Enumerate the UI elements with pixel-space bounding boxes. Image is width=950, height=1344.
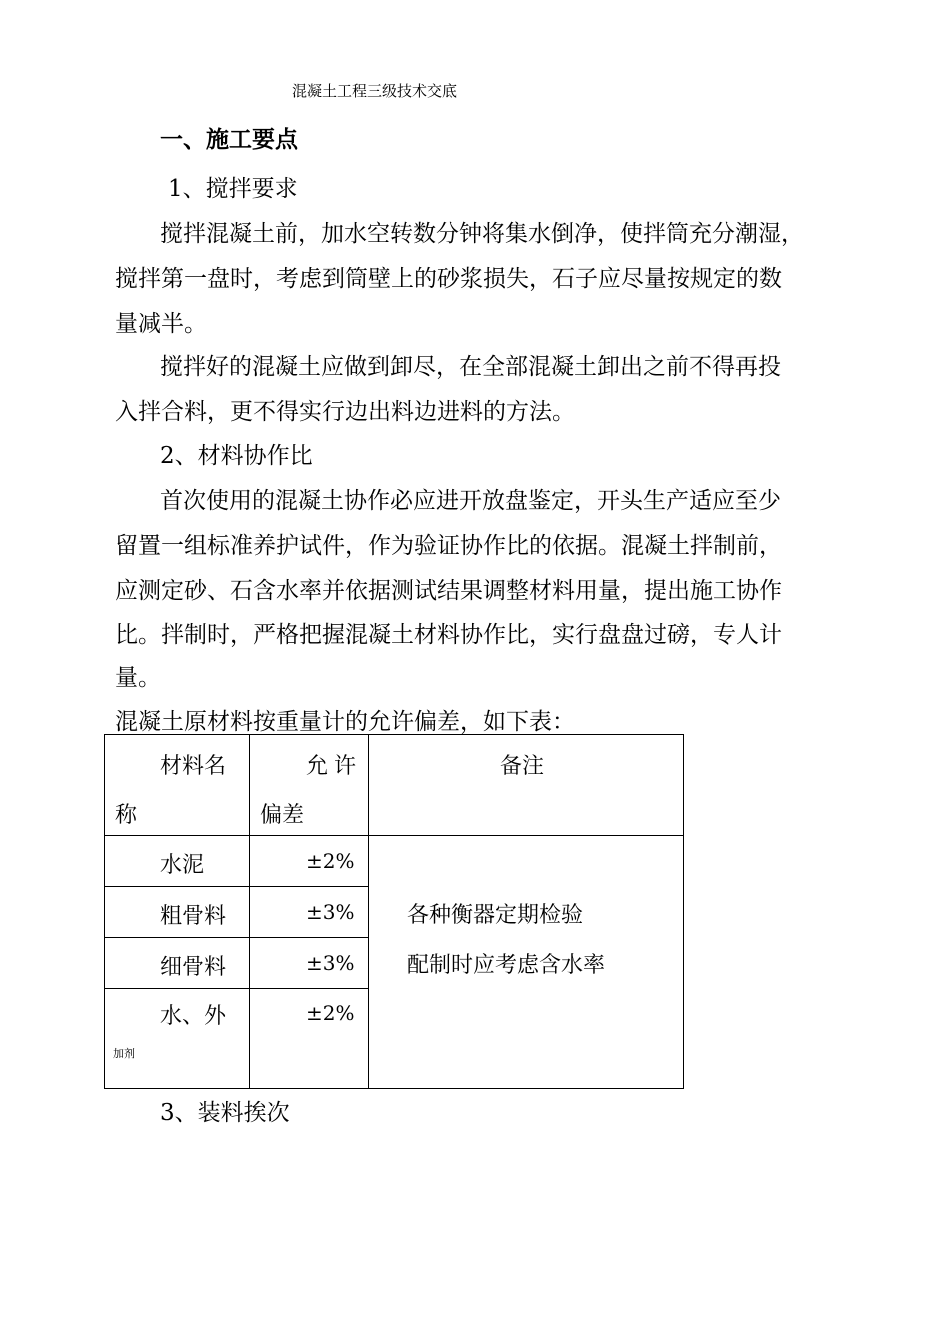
- material-cell: [105, 836, 250, 887]
- material-cell: [105, 989, 250, 1089]
- material-name-small: 加剂: [113, 1047, 135, 1060]
- header-remark: [369, 735, 684, 836]
- deviation-cell: [250, 938, 369, 989]
- paragraph-line: 量。: [115, 665, 161, 691]
- deviation-cell: [250, 836, 369, 887]
- paragraph-line: 搅拌混凝土前，加水空转数分钟将集水倒净，使拌筒充分潮湿，: [160, 221, 804, 247]
- header-deviation-line1: 允许: [306, 754, 363, 779]
- header-deviation-line2: 偏差: [260, 803, 305, 828]
- paragraph-line: 留置一组标准养护试件，作为验证协作比的依据。混凝土拌制前，: [115, 533, 782, 559]
- header-remark-text: 备注: [500, 754, 545, 779]
- header-deviation: [250, 735, 369, 836]
- paragraph-line: 量减半。: [115, 311, 207, 337]
- deviation-cell: [250, 989, 369, 1089]
- header-material-line2: 称: [115, 803, 138, 828]
- deviation-value: ±3%: [306, 951, 355, 975]
- deviation-value: ±2%: [306, 1001, 355, 1025]
- paragraph-line: 搅拌第一盘时，考虑到筒壁上的砂浆损失，石子应尽量按规定的数: [115, 266, 782, 292]
- section-heading: 一、施工要点: [160, 127, 298, 153]
- deviation-value: ±2%: [306, 849, 355, 873]
- remark-line: 各种衡器定期检验: [407, 903, 584, 928]
- deviation-value: ±3%: [306, 900, 355, 924]
- remark-line: 配制时应考虑含水率: [407, 953, 606, 978]
- deviation-cell: [250, 887, 369, 938]
- paragraph-line: 首次使用的混凝土协作必应进开放盘鉴定，开头生产适应至少: [160, 488, 781, 514]
- table-intro: 混凝土原材料按重量计的允许偏差，如下表：: [115, 709, 575, 735]
- material-cell: [105, 887, 250, 938]
- deviation-table: [104, 734, 684, 1089]
- item-1-heading: 1、搅拌要求: [168, 176, 298, 202]
- material-name: 水、外: [160, 1004, 227, 1029]
- document-title: 混凝土工程三级技术交底: [292, 82, 458, 100]
- item-3-heading: 3、装料挨次: [160, 1100, 290, 1126]
- material-name: 细骨料: [160, 955, 227, 980]
- paragraph-line: 应测定砂、石含水率并依据测试结果调整材料用量，提出施工协作: [115, 578, 782, 604]
- remark-cell: [369, 836, 684, 1089]
- material-cell: [105, 938, 250, 989]
- item-2-heading: 2、材料协作比: [160, 443, 313, 469]
- table-row: [105, 836, 684, 887]
- paragraph-line: 搅拌好的混凝土应做到卸尽，在全部混凝土卸出之前不得再投: [160, 354, 781, 380]
- paragraph-line: 比。拌制时，严格把握混凝土材料协作比，实行盘盘过磅，专人计: [115, 622, 782, 648]
- table-header-row: [105, 735, 684, 836]
- material-name: 粗骨料: [160, 904, 227, 929]
- paragraph-line: 入拌合料，更不得实行边出料边进料的方法。: [115, 399, 575, 425]
- header-material-line1: 材料名: [160, 754, 227, 779]
- header-material: [105, 735, 250, 836]
- material-name: 水泥: [160, 853, 205, 878]
